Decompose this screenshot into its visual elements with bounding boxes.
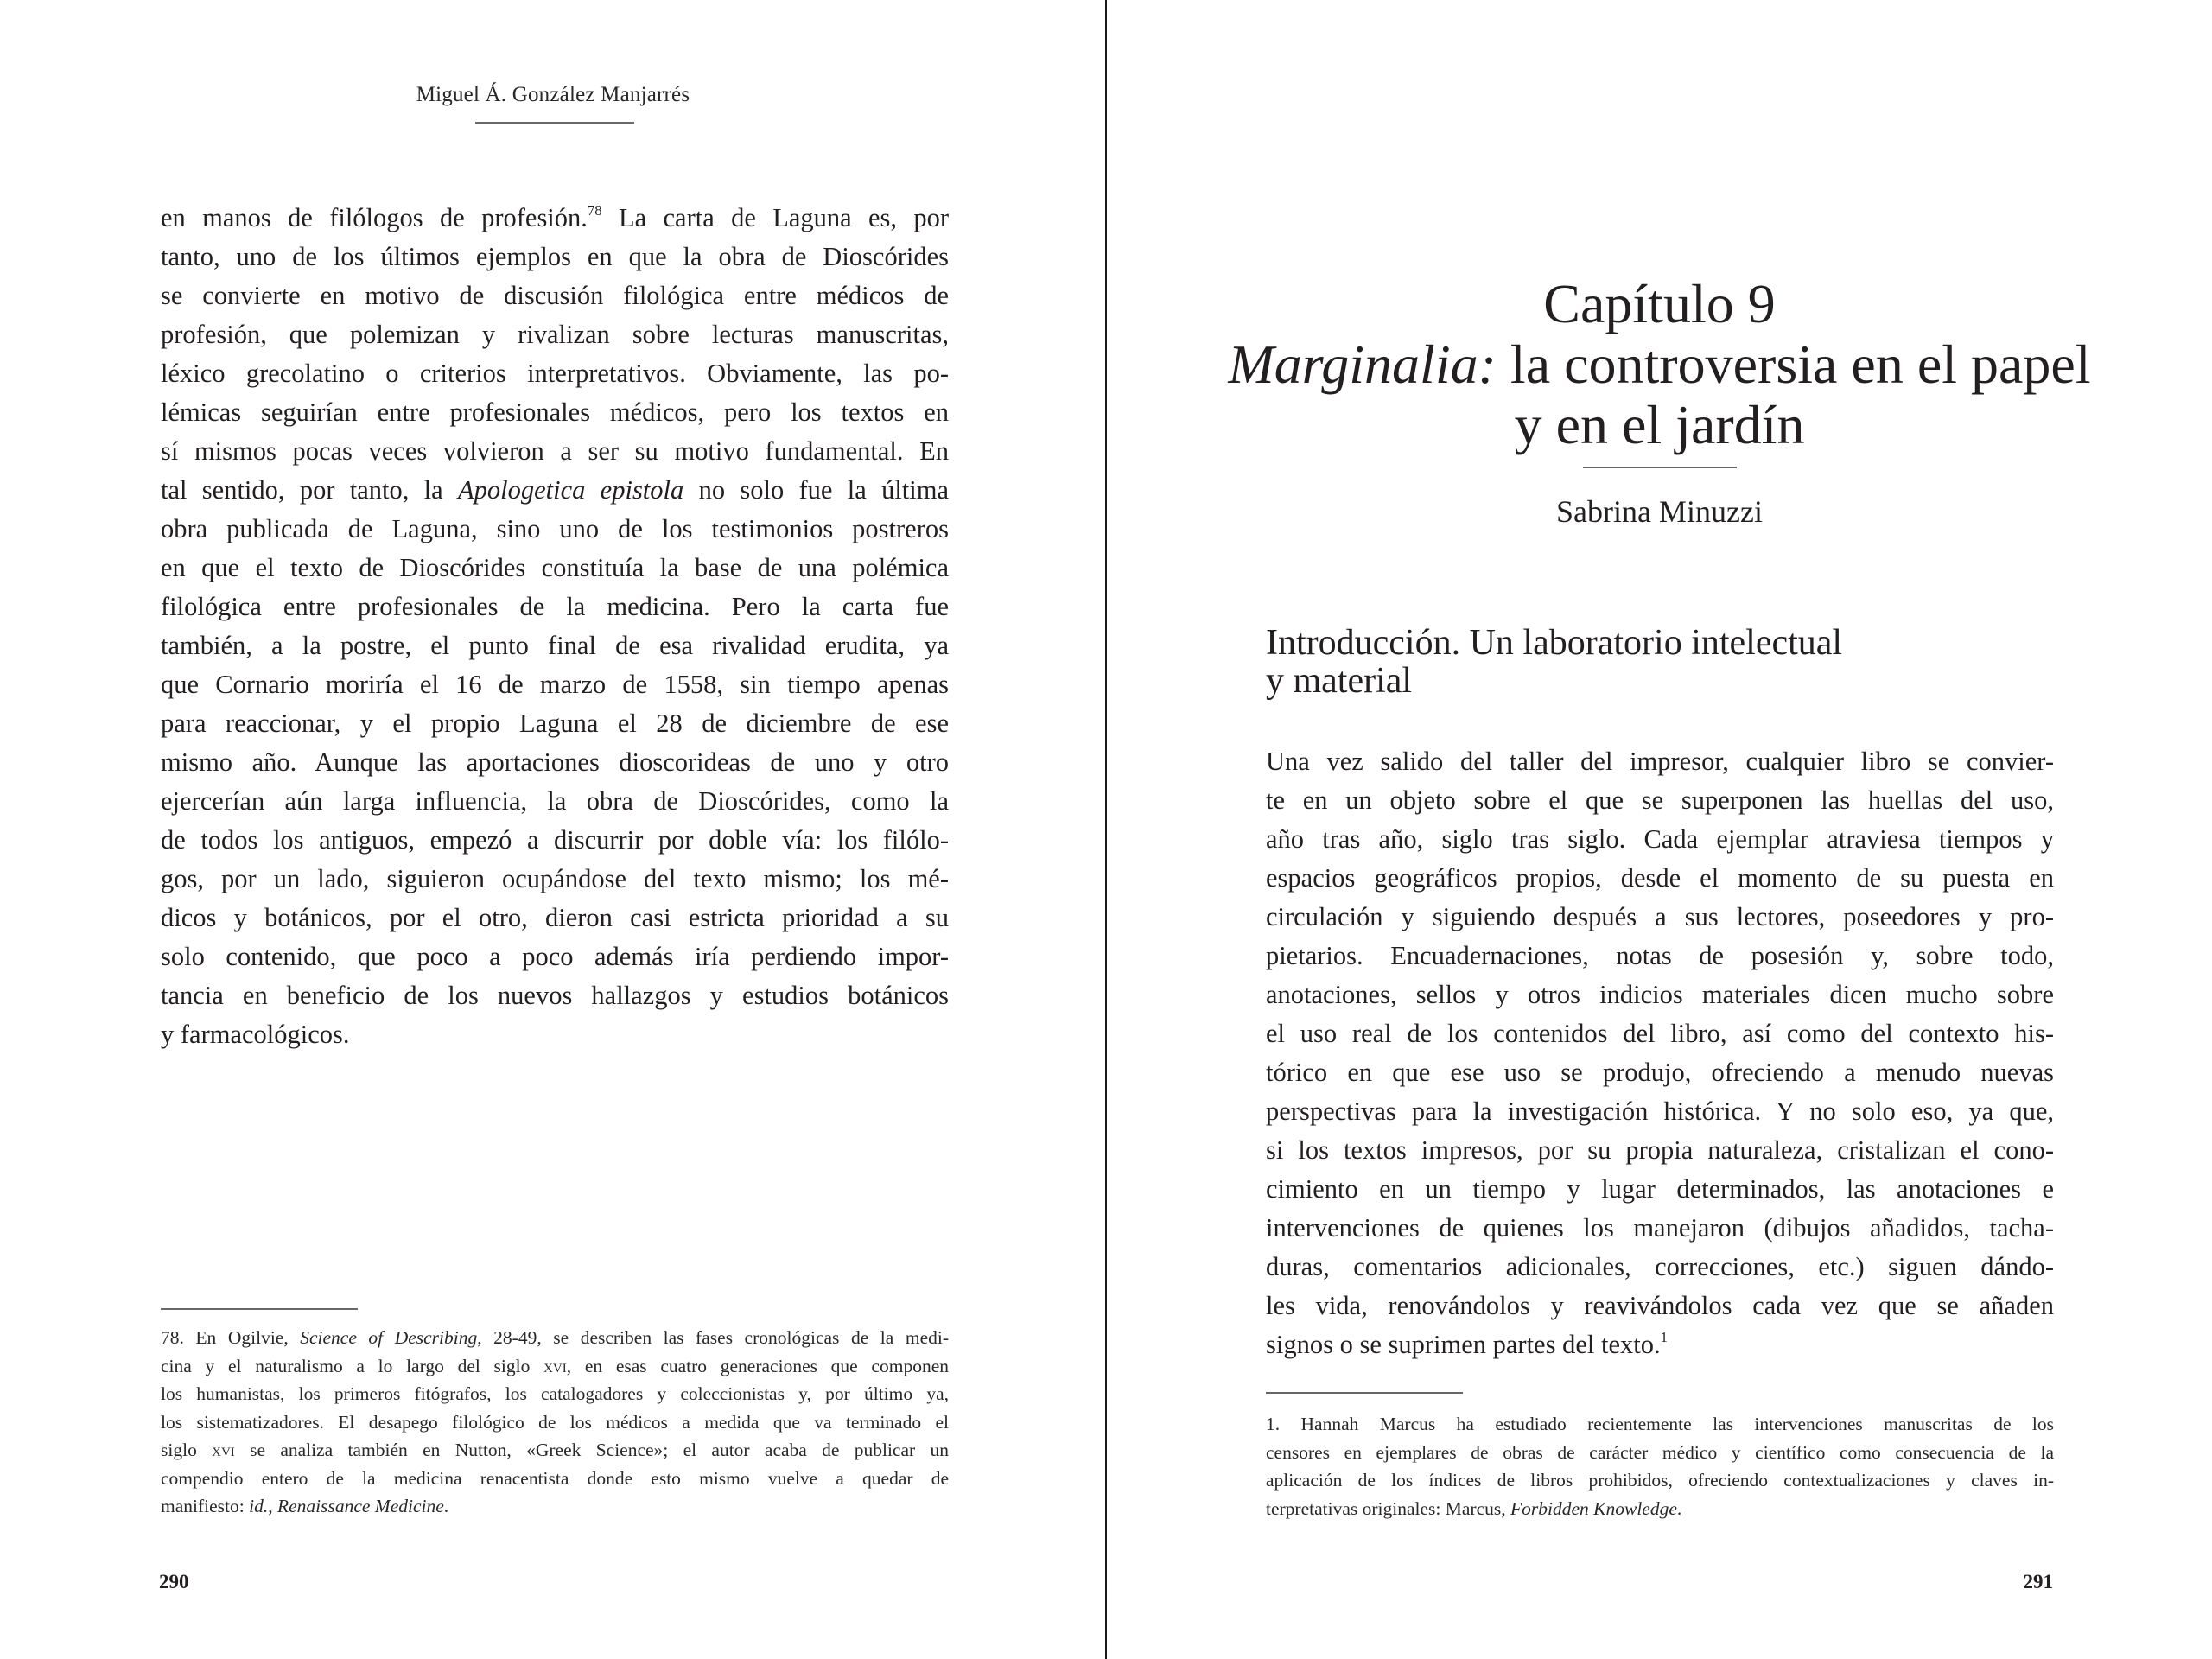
text-segment: espacios geográficos propios, desde el momento de su puesta en	[1266, 863, 2054, 893]
text-segment: de todos los antiguos, empezó a discurrir por doble vía: los filólo-	[161, 825, 949, 855]
text-line	[161, 315, 949, 354]
text-segment: y farmacológicos.	[161, 1020, 350, 1049]
text-line	[161, 471, 949, 510]
text-line	[161, 432, 949, 471]
text-line	[161, 938, 949, 976]
footnote-1	[1266, 1410, 2054, 1522]
chapter-title-rest: la controversia en el papel	[1496, 334, 2091, 395]
text-line	[1266, 781, 2054, 820]
text-segment: ,	[268, 1496, 277, 1516]
footnote-line	[161, 1408, 949, 1437]
text-line	[1266, 937, 2054, 976]
text-segment: los sistematizadores. El desapego filológico de los médicos a medida que va terminado el	[161, 1411, 949, 1433]
right-page	[1107, 0, 2212, 1659]
text-segment: censores en ejemplares de obras de carácter médico y científico como consecuencia de la	[1266, 1441, 2054, 1463]
text-segment: tancia en beneficio de los nuevos hallazgos y estudios botánicos	[161, 981, 949, 1010]
text-segment: terpretativas originales: Marcus,	[1266, 1497, 1510, 1519]
section-heading-line2: y material	[1266, 661, 1413, 701]
text-segment: 78. En Ogilvie,	[161, 1327, 301, 1348]
text-segment: Una vez salido del taller del impresor, cualquier libro se convier-	[1266, 747, 2054, 776]
section-heading-line1: Introducción. Un laboratorio intelectual	[1266, 623, 1843, 663]
footnote-line	[161, 1324, 949, 1352]
page-number: 290	[159, 1571, 189, 1592]
text-segment: circulación y siguiendo después a sus lectores, poseedores y pro-	[1266, 902, 2054, 931]
text-line	[1266, 1092, 2054, 1131]
chapter-number: Capítulo 9	[1543, 273, 1776, 334]
text-segment: cimiento en un tiempo y lugar determinados, las anotaciones e	[1266, 1174, 2054, 1204]
chapter-rule	[1583, 467, 1737, 468]
text-segment: tal sentido, por tanto, la	[161, 475, 458, 505]
body-text	[1266, 742, 2054, 1364]
footnote-line	[1266, 1410, 2054, 1439]
footnote-reference[interactable]: 78	[587, 202, 602, 219]
text-segment: duras, comentarios adicionales, correcciones, etc.) siguen dándo-	[1266, 1252, 2054, 1281]
text-line	[1266, 1053, 2054, 1092]
text-segment: perspectivas para la investigación histórica. Y no solo eso, ya que,	[1266, 1096, 2054, 1126]
text-line	[161, 860, 949, 899]
text-segment: si los textos impresos, por su propia naturaleza, cristalizan el cono-	[1266, 1135, 2054, 1165]
text-line	[161, 549, 949, 588]
text-segment: anotaciones, sellos y otros indicios materiales dicen mucho sobre	[1266, 980, 2054, 1009]
text-line	[161, 782, 949, 821]
text-segment: manifiesto:	[161, 1496, 250, 1516]
text-segment: léxico grecolatino o criterios interpretativos. Obviamente, las po-	[161, 359, 949, 388]
text-segment: sí mismos pocas veces volvieron a ser su motivo fundamental. En	[161, 436, 949, 466]
text-segment: .	[1676, 1497, 1682, 1519]
text-segment: no solo fue la última	[683, 475, 949, 505]
chapter-title-italic: Marginalia:	[1228, 334, 1497, 395]
text-segment: se convierte en motivo de discusión filológica entre médicos de	[161, 281, 949, 310]
text-line	[161, 393, 949, 432]
small-caps-text: xvi	[543, 1355, 567, 1376]
text-segment: profesión, que polemizan y rivalizan sobre lecturas manuscritas,	[161, 320, 949, 349]
text-segment: tanto, uno de los últimos ejemplos en que la obra de Dioscórides	[161, 242, 949, 271]
footnote-line	[161, 1436, 949, 1465]
text-segment: pietarios. Encuadernaciones, notas de posesión y, sobre todo,	[1266, 941, 2054, 970]
chapter-author: Sabrina Minuzzi	[1556, 494, 1763, 529]
footnote-line	[161, 1492, 949, 1521]
text-segment: lémicas seguirían entre profesionales médicos, pero los textos en	[161, 397, 949, 427]
text-segment: el uso real de los contenidos del libro, así como del contexto his-	[1266, 1019, 2054, 1048]
text-segment: intervenciones de quienes los manejaron (dibujos añadidos, tacha-	[1266, 1213, 2054, 1243]
text-line	[161, 704, 949, 743]
text-line	[1266, 1287, 2054, 1325]
footnote-line	[161, 1352, 949, 1381]
text-segment: gos, por un lado, siguieron ocupándose del texto mismo; los mé-	[161, 864, 949, 893]
text-segment: signos o se suprimen partes del texto.	[1266, 1330, 1661, 1359]
section-heading	[1266, 624, 1842, 700]
text-segment: solo contenido, que poco a poco además iría perdiendo impor-	[161, 942, 949, 971]
text-line	[161, 588, 949, 626]
text-segment: año tras año, siglo tras siglo. Cada ejemplar atraviesa tiempos y	[1266, 824, 2054, 854]
text-line	[161, 1015, 949, 1054]
text-line	[161, 899, 949, 938]
footnote-line	[1266, 1439, 2054, 1467]
italic-text: id.	[249, 1496, 269, 1516]
footnote-line	[161, 1465, 949, 1493]
italic-text: Apologetica epistola	[458, 475, 684, 505]
text-line	[1266, 1248, 2054, 1287]
text-segment: se analiza también en Nutton, «Greek Science»; el autor acaba de publicar un	[234, 1440, 949, 1460]
text-segment: en manos de filólogos de profesión.	[161, 203, 588, 232]
italic-text: Science of Describing	[300, 1327, 478, 1348]
text-segment: filológica entre profesionales de la medicina. Pero la carta fue	[161, 592, 949, 621]
text-line	[161, 976, 949, 1015]
text-segment: mismo año. Aunque las aportaciones dioscorideas de uno y otro	[161, 747, 949, 777]
text-segment: La carta de Laguna es, por	[601, 203, 950, 232]
text-segment: los humanistas, los primeros fitógrafos, los catalogadores y coleccionistas y, por último ya,	[161, 1383, 949, 1404]
text-segment: compendio entero de la medicina renacentista donde esto mismo vuelve a quedar de	[161, 1467, 949, 1489]
text-segment: .	[443, 1496, 449, 1516]
text-line	[1266, 1209, 2054, 1248]
text-line	[161, 199, 949, 238]
text-line	[1266, 976, 2054, 1014]
text-segment: ejercerían aún larga influencia, la obra de Dioscórides, como la	[161, 786, 949, 816]
text-line	[1266, 742, 2054, 781]
chapter-title-line2: y en el jardín	[1514, 394, 1805, 455]
text-line	[1266, 1014, 2054, 1053]
text-line	[1266, 898, 2054, 937]
text-line	[161, 743, 949, 782]
text-line	[161, 276, 949, 315]
text-line	[1266, 1131, 2054, 1170]
text-line	[1266, 1325, 2054, 1364]
small-caps-text: xvi	[212, 1440, 235, 1460]
footnote-line	[1266, 1495, 2054, 1523]
text-segment: , 28-49, se describen las fases cronológicas de la medi-	[477, 1327, 949, 1348]
text-line	[1266, 859, 2054, 898]
text-segment: dicos y botánicos, por el otro, dieron casi estricta prioridad a su	[161, 903, 949, 932]
italic-text: Forbidden Knowledge	[1510, 1497, 1677, 1519]
running-head-author: Miguel Á. González Manjarrés	[416, 83, 690, 106]
page-number: 291	[2023, 1571, 2053, 1592]
text-segment: en que el texto de Dioscórides constituía la base de una polémica	[161, 553, 949, 582]
footnote-line	[1266, 1466, 2054, 1495]
footnote-reference[interactable]: 1	[1660, 1329, 1668, 1346]
text-line	[161, 665, 949, 704]
text-line	[161, 821, 949, 860]
text-segment: cina y el naturalismo a lo largo del siglo	[161, 1355, 544, 1376]
text-segment: obra publicada de Laguna, sino uno de los testimonios postreros	[161, 514, 949, 543]
text-line	[1266, 820, 2054, 859]
body-text	[161, 199, 949, 1054]
footnote-rule	[161, 1308, 358, 1310]
text-line	[161, 510, 949, 549]
text-segment: les vida, renovándolos y reavivándolos cada vez que se añaden	[1266, 1291, 2054, 1320]
text-segment: tórico en que ese uso se produjo, ofreciendo a menudo nuevas	[1266, 1058, 2054, 1087]
footnote-rule	[1266, 1392, 1463, 1394]
chapter-title	[1107, 334, 2212, 396]
text-segment: , en esas cuatro generaciones que componen	[566, 1355, 949, 1376]
text-segment: aplicación de los índices de libros prohibidos, ofreciendo contextualizaciones y claves in-	[1266, 1470, 2054, 1491]
text-line	[1266, 1170, 2054, 1209]
text-segment: te en un objeto sobre el que se superponen las huellas del uso,	[1266, 785, 2054, 815]
running-head-rule	[475, 122, 634, 124]
footnote-78	[161, 1324, 949, 1521]
text-segment: que Cornario moriría el 16 de marzo de 1558, sin tiempo apenas	[161, 670, 949, 699]
text-segment: también, a la postre, el punto final de esa rivalidad erudita, ya	[161, 631, 949, 660]
text-segment: para reaccionar, y el propio Laguna el 28 de diciembre de ese	[161, 709, 949, 738]
text-line	[161, 238, 949, 276]
italic-text: Renaissance Medicine	[276, 1496, 444, 1516]
text-segment: 1. Hannah Marcus ha estudiado recientemente las intervenciones manuscritas de los	[1266, 1414, 2054, 1434]
text-segment: siglo	[161, 1440, 213, 1460]
text-line	[161, 354, 949, 393]
footnote-line	[161, 1380, 949, 1408]
text-line	[161, 626, 949, 665]
